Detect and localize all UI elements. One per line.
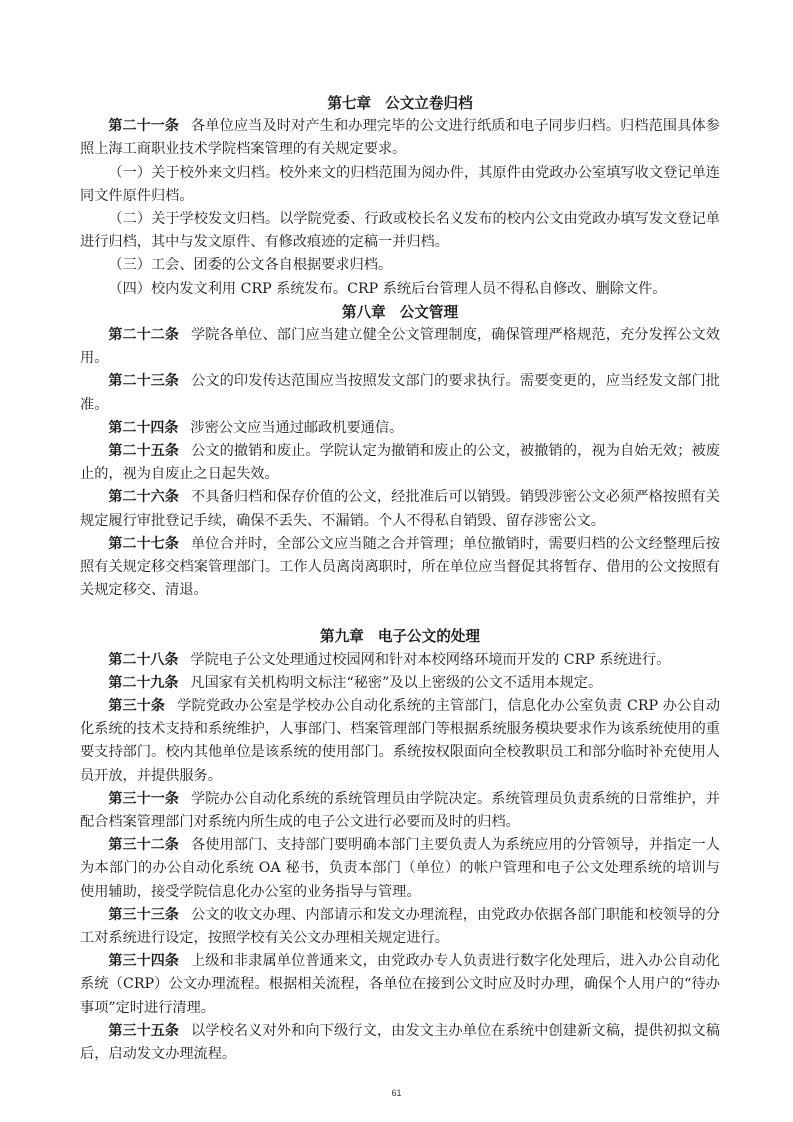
chapter-heading [80, 625, 720, 648]
paragraph-text: 公文的印发传达范围应当按照发文部门的要求执行。需要变更的，应当经发文部门批准。 [80, 373, 720, 413]
paragraph [80, 324, 720, 370]
article-number: 第二十七条 [108, 535, 179, 552]
chapter-number: 第九章 [320, 628, 364, 646]
chapter-number: 第七章 [327, 95, 372, 112]
paragraph [80, 208, 720, 254]
article-number: 第三十五条 [108, 1022, 179, 1039]
paragraph-text: 各使用部门、支持部门要明确本部门主要负责人为系统应用的分管领导，并指定一人为本部门的办公自动化系统 OA 秘书，负责本部门（单位）的帐户管理和电子公文处理系统的培训与使用辅助，接受学院信息化办公室的业务指导与管理。 [80, 837, 720, 900]
article-number: 第二十三条 [108, 373, 179, 390]
section-spacer [80, 602, 720, 625]
article-number: 第二十一条 [108, 118, 179, 135]
paragraph-text: 公文的收文办理、内部请示和发文办理流程，由党政办依据各部门职能和校领导的分工对系统进行设定，按照学校有关公文办理相关规定进行。 [80, 906, 720, 947]
article-number: 第二十五条 [108, 443, 179, 460]
paragraph [80, 950, 720, 1020]
paragraph-text: 单位合并时，全部公文应当随之合并管理；单位撤销时，需要归档的公文经整理后按照有关规定移交档案管理部门。工作人员离岗离职时，所在单位应当督促其将暂存、借用的公文按照有关规定移交、清退。 [80, 535, 720, 599]
paragraph [80, 278, 720, 301]
paragraph [80, 417, 720, 440]
paragraph-text: 学院党政办公室是学校办公自动化系统的主管部门，信息化办公室负责 CRP 办公自动化系统的技术支持和系统维护，人事部门、档案管理部门等根据系统服务模块要求作为该系统使用的重要支持部门。校内其他单位是该系统的使用部门。系统按权限面向全校教职员工和部分临时补充使用人员开放，并提供服务。 [80, 698, 721, 784]
paragraph [80, 904, 720, 950]
article-number: 第二十六条 [108, 489, 179, 506]
chapter-title: 电子公文的处理 [377, 628, 480, 646]
paragraph-text: （三）工会、团委的公文各自根据要求归档。 [108, 257, 393, 274]
chapter-title: 公文管理 [399, 303, 459, 321]
paragraph-text: （一）关于校外来文归档。校外来文的归档范围为阅办件，其原件由党政办公室填写收文登记单连同文件原件归档。 [80, 164, 720, 204]
paragraph-text: 上级和非隶属单位普通来文，由党政办专人负责进行数字化处理后，进入办公自动化系统（CRP）公文办理流程。根据相关流程，各单位在接到公文时应及时办理，确保个人用户的“待办事项”定时进行清理。 [80, 953, 720, 1016]
paragraph [80, 162, 720, 208]
article-number: 第三十条 [108, 698, 166, 715]
page-number: 61 [391, 1088, 402, 1098]
paragraph-text: 涉密公文应当通过邮政机要通信。 [190, 419, 404, 436]
paragraph [80, 533, 720, 603]
article-number: 第二十九条 [108, 674, 179, 691]
article-number: 第三十二条 [108, 837, 179, 854]
chapter-number: 第八章 [341, 303, 386, 321]
paragraph [80, 440, 720, 486]
paragraph-text: （四）校内发文利用 CRP 系统发布。CRP 系统后台管理人员不得私自修改、删除文件。 [108, 280, 667, 297]
article-number: 第二十四条 [108, 419, 179, 436]
paragraph-text: 凡国家有关机构明文标注“秘密”及以上密级的公文不适用本规定。 [190, 674, 603, 691]
paragraph-text: 各单位应当及时对产生和办理完毕的公文进行纸质和电子同步归档。归档范围具体参照上海工商职业技术学院档案管理的有关规定要求。 [80, 118, 720, 158]
article-number: 第三十一条 [108, 790, 179, 807]
chapter-heading [80, 92, 720, 115]
chapter-heading [80, 301, 720, 324]
chapter-title: 公文立卷归档 [385, 95, 473, 112]
article-number: 第三十三条 [108, 906, 179, 923]
article-number: 第三十四条 [108, 953, 179, 970]
paragraph [80, 834, 720, 904]
paragraph [80, 486, 720, 532]
article-number: 第二十二条 [108, 327, 179, 343]
paragraph [80, 1020, 720, 1066]
paragraph [80, 672, 720, 695]
paragraph [80, 370, 720, 416]
paragraph [80, 788, 720, 834]
paragraph-text: 学院各单位、部门应当建立健全公文管理制度，确保管理严格规范，充分发挥公文效用。 [80, 327, 720, 367]
paragraph [80, 115, 720, 161]
paragraph [80, 649, 720, 672]
article-number: 第二十八条 [108, 651, 179, 668]
document-body [80, 92, 720, 1066]
paragraph-text: （二）关于学校发文归档。以学院党委、行政或校长名义发布的校内公文由党政办填写发文登记单进行归档，其中与发文原件、有修改痕迹的定稿一并归档。 [80, 211, 720, 251]
paragraph-text: 学院办公自动化系统的系统管理员由学院决定。系统管理员负责系统的日常维护，并配合档案管理部门对系统内所生成的电子公文进行必要而及时的归档。 [80, 790, 720, 831]
paragraph-text: 公文的撤销和废止。学院认定为撤销和废止的公文，被撤销的，视为自始无效；被废止的，视为自废止之日起失效。 [80, 443, 720, 483]
paragraph [80, 254, 720, 277]
paragraph [80, 695, 720, 788]
paragraph-text: 不具备归档和保存价值的公文，经批准后可以销毁。销毁涉密公文必须严格按照有关规定履行审批登记手续，确保不丢失、不漏销。个人不得私自销毁、留存涉密公文。 [80, 489, 720, 529]
paragraph-text: 学院电子公文处理通过校园网和针对本校网络环境而开发的 CRP 系统进行。 [190, 651, 671, 668]
paragraph-text: 以学校名义对外和向下级行文，由发文主办单位在系统中创建新文稿，提供初拟文稿后，启动发文办理流程。 [80, 1022, 720, 1063]
